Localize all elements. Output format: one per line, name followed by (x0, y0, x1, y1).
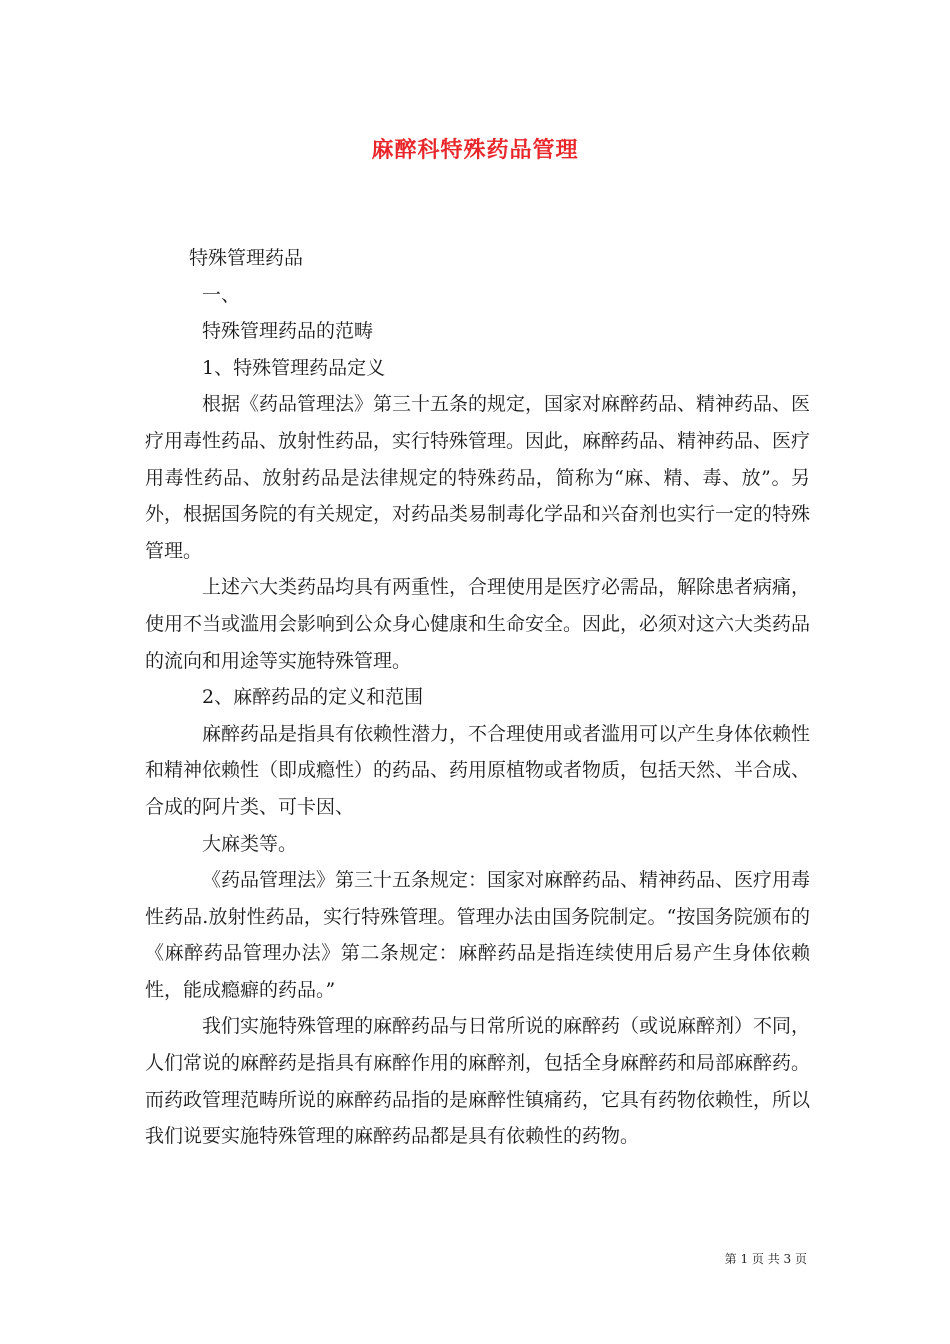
paragraph-difference: 我们实施特殊管理的麻醉药品与日常所说的麻醉药（或说麻醉剂）不同，人们常说的麻醉药是指具有麻醉作用的麻醉剂，包括全身麻醉药和局部麻醉药。而药政管理范畴所说的麻醉药品指的是麻醉性镇痛药，它具有药物依赖性，所以我们说要实施特殊管理的麻醉药品都是具有依赖性的药物。 (145, 1015, 811, 1148)
subheading-anesthetic-definition: 2、麻醉药品的定义和范围 (202, 686, 424, 709)
heading-scope: 特殊管理药品的范畴 (202, 320, 374, 343)
document-title: 麻醉科特殊药品管理 (371, 137, 579, 163)
paragraph-continuation: 大麻类等。 (202, 832, 298, 855)
page-number: 第 1 页 共 3 页 (724, 1252, 807, 1266)
paragraph-anesthetic-definition: 麻醉药品是指具有依赖性潜力，不合理使用或者滥用可以产生身体依赖性和精神依赖性（即成瘾性）的药品、药用原植物或者物质，包括天然、半合成、合成的阿片类、可卡因、 (145, 722, 811, 818)
paragraph-law-article: 根据《药品管理法》第三十五条的规定，国家对麻醉药品、精神药品、医疗用毒性药品、放射性药品，实行特殊管理。因此，麻醉药品、精神药品、医疗用毒性药品、放射药品是法律规定的特殊药品，简称为“麻、精、毒、放”。另外，根据国务院的有关规定，对药品类易制毒化学品和兴奋剂也实行一定的特殊管理。 (145, 393, 811, 562)
document-body (145, 240, 810, 1155)
paragraph-management-law: 《药品管理法》第三十五条规定：国家对麻醉药品、精神药品、医疗用毒性药品.放射性药品，实行特殊管理。管理办法由国务院制定。“按国务院颁布的《麻醉药品管理办法》第二条规定：麻醉药品是指连续使用后易产生身体依赖性，能成瘾癖的药品。” (145, 869, 811, 1001)
subheading-definition: 1、特殊管理药品定义 (202, 356, 386, 379)
heading-number: 一、 (202, 283, 241, 306)
paragraph-dual-nature: 上述六大类药品均具有两重性，合理使用是医疗必需品，解除患者病痛，使用不当或滥用会影响到公众身心健康和生命安全。因此，必须对这六大类药品的流向和用途等实施特殊管理。 (145, 576, 811, 672)
heading-main: 特殊管理药品 (189, 247, 304, 269)
